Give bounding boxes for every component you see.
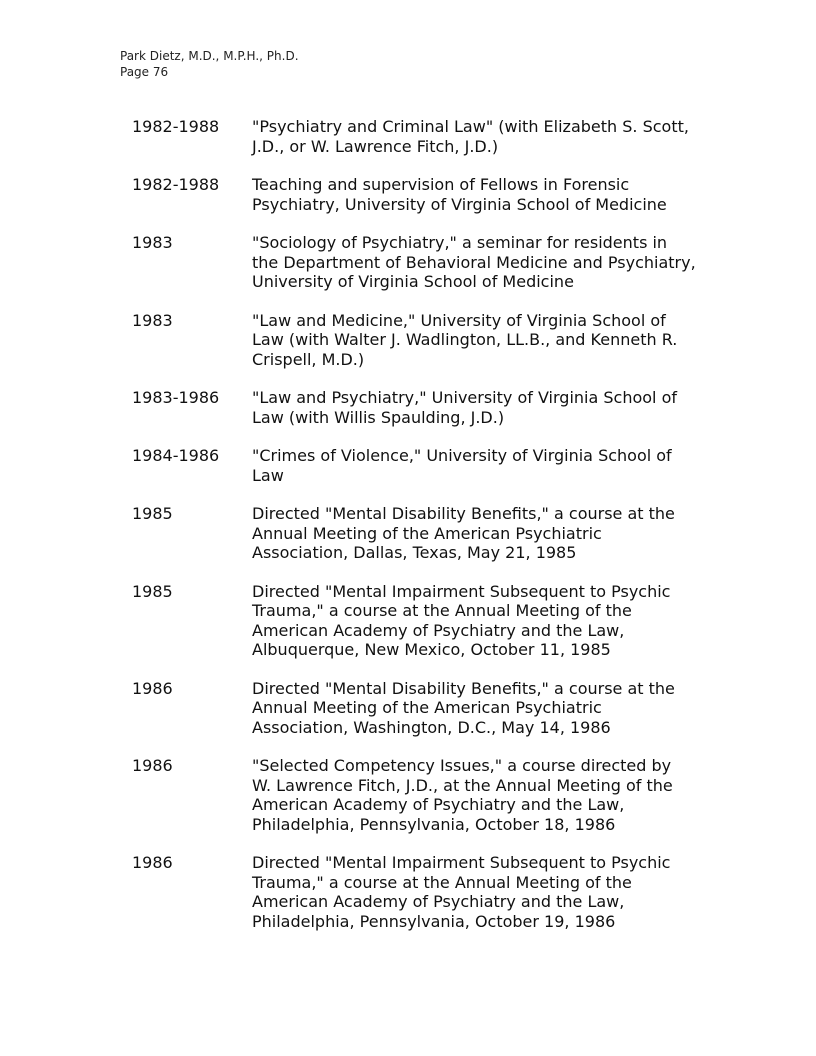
list-item [132,679,712,738]
entry-description: "Crimes of Violence," University of Virginia School of Law [252,446,672,485]
list-item [132,311,712,370]
entry-year: 1983 [132,233,173,252]
entry-year: 1986 [132,678,173,698]
entry-description: "Sociology of Psychiatry," a seminar for residents in the Department of Behavioral Medicine and Psychiatry, University of Virginia School of Medicine [252,233,696,291]
entry-description: "Law and Psychiatry," University of Virginia School of Law (with Willis Spaulding, J.D.) [252,388,677,427]
entry-description: Directed "Mental Impairment Subsequent to Psychic Trauma," a course at the Annual Meeting of the American Academy of Psychiatry and the Law, Philadelphia, Pennsylvania, October 19, 1986 [252,853,671,931]
page-number: Page 76 [120,65,169,79]
entry-description: "Law and Medicine," University of Virginia School of Law (with Walter J. Wadlington, LL.B., and Kenneth R. Crispell, M.D.) [252,310,678,369]
entry-year: 1986 [132,756,173,775]
entry-year: 1982-1988 [132,175,220,194]
entry-year: 1984-1986 [132,446,220,465]
list-item [132,175,712,214]
list-item [132,446,712,485]
entry-year: 1986 [132,853,173,872]
entry-description: Teaching and supervision of Fellows in Forensic Psychiatry, University of Virginia School of Medicine [252,175,667,214]
entry-description: Directed "Mental Impairment Subsequent to Psychic Trauma," a course at the Annual Meeting of the American Academy of Psychiatry and the Law, Albuquerque, New Mexico, October 11, 1985 [252,581,671,659]
entry-description: "Selected Competency Issues," a course directed by W. Lawrence Fitch, J.D., at the Annual Meeting of the American Academy of Psychiatry and the Law, Philadelphia, Pennsylvania, October 18, 1986 [252,756,673,834]
entry-description: "Psychiatry and Criminal Law" (with Elizabeth S. Scott, J.D., or W. Lawrence Fitch, J.D.) [252,117,689,156]
list-item [132,756,712,834]
entry-year: 1983 [132,310,173,330]
list-item [132,504,712,563]
entry-year: 1985 [132,504,173,523]
running-header [120,48,299,80]
author-name: Park Dietz, M.D., M.P.H., Ph.D. [120,49,299,63]
list-item [132,233,712,292]
list-item [132,582,712,660]
list-item [132,117,712,156]
entry-year: 1985 [132,581,173,601]
list-item [132,388,712,427]
teaching-entries-list [132,117,712,950]
entry-year: 1983-1986 [132,388,220,407]
list-item [132,853,712,931]
entry-description: Directed "Mental Disability Benefits," a course at the Annual Meeting of the American Psychiatric Association, Washington, D.C., May 14, 1986 [252,678,675,737]
entry-year: 1982-1988 [132,117,220,136]
entry-description: Directed "Mental Disability Benefits," a course at the Annual Meeting of the American Psychiatric Association, Dallas, Texas, May 21, 1985 [252,504,675,562]
